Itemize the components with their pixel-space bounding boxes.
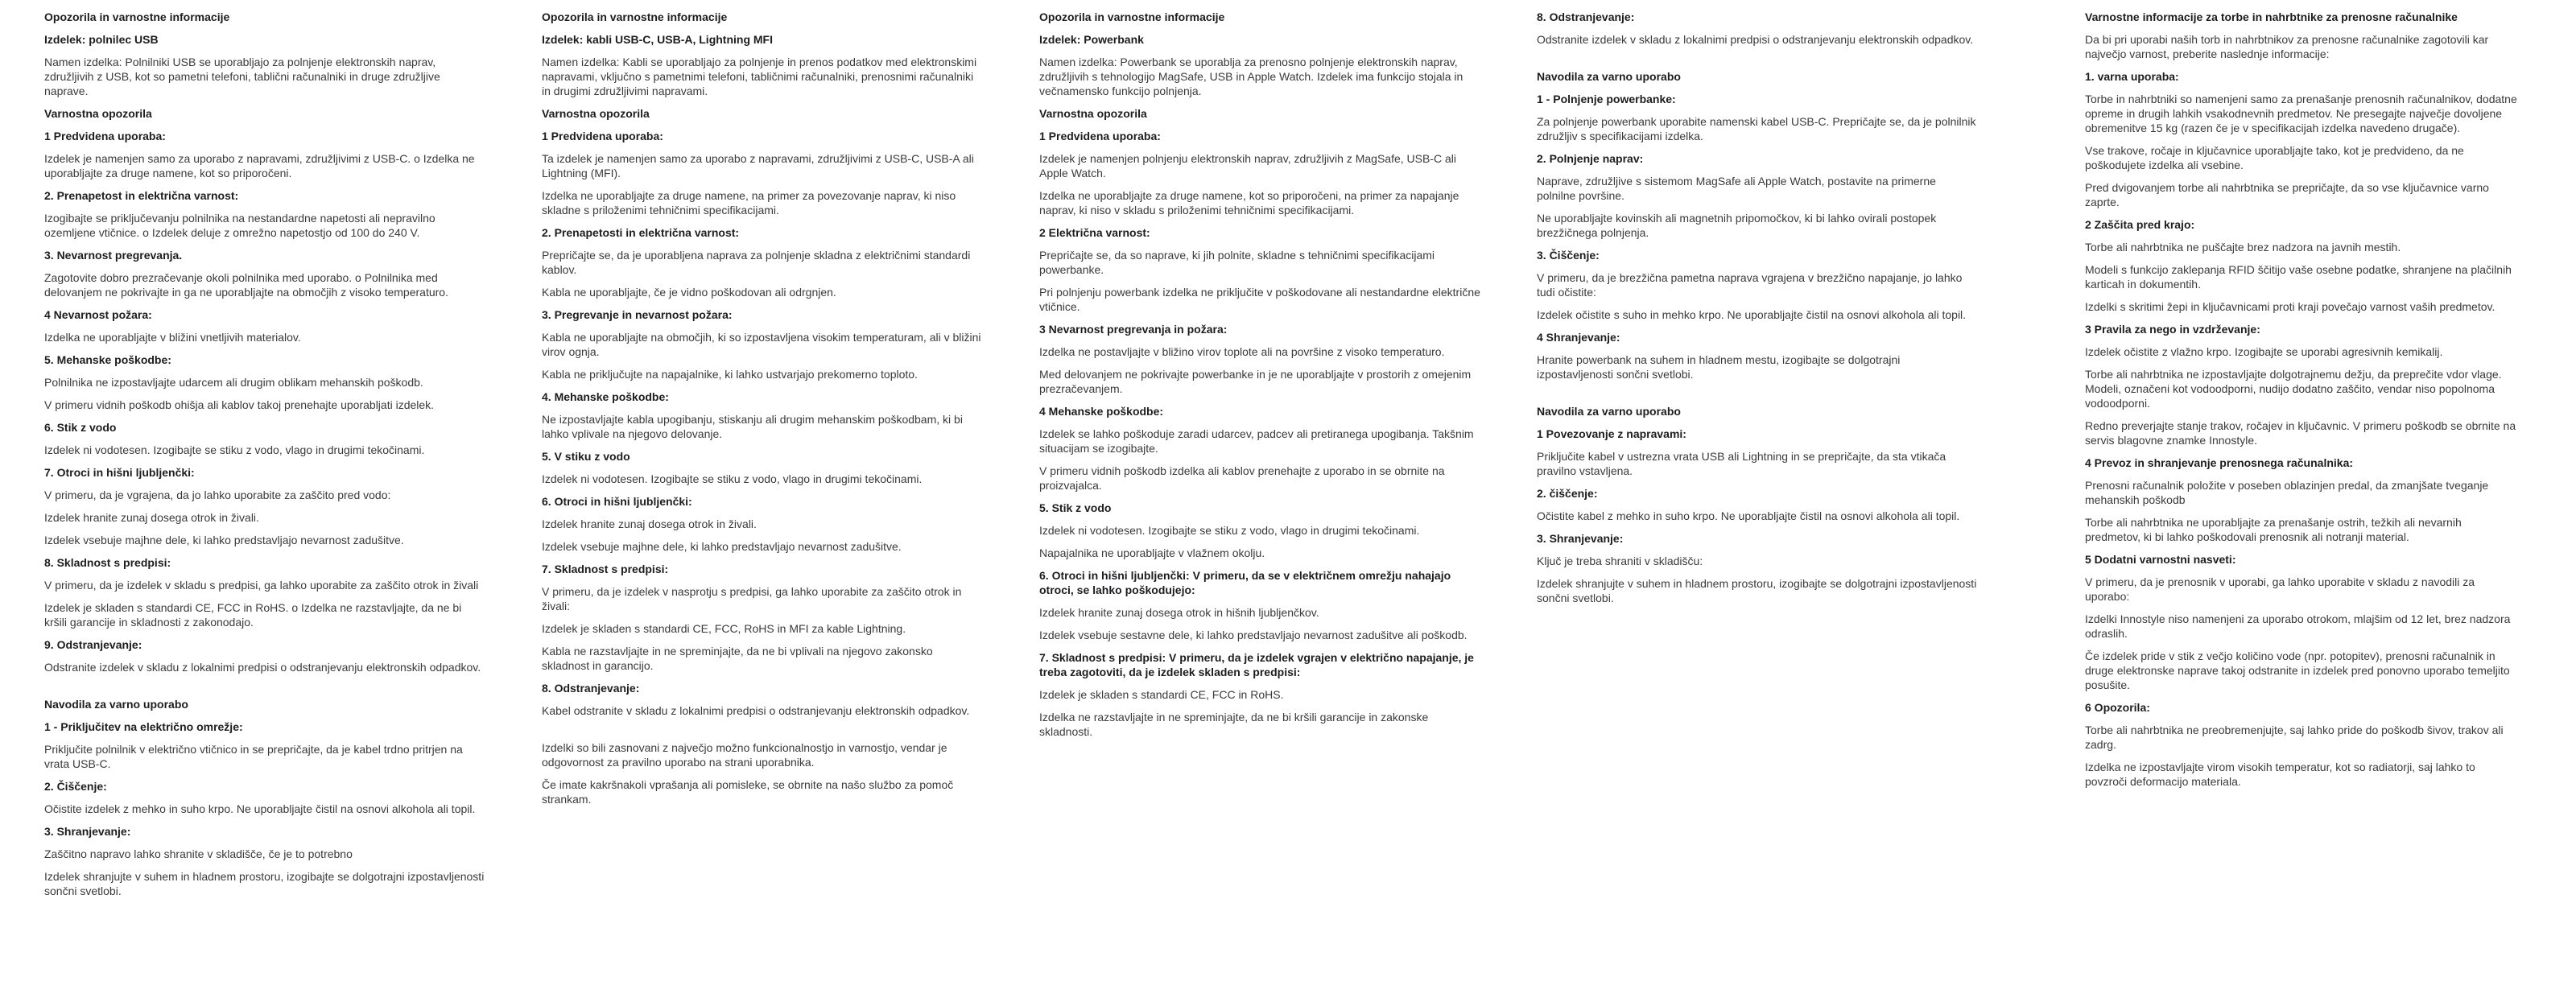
section-heading: 6. Otroci in hišni ljubljenčki: bbox=[542, 495, 692, 508]
section-heading: 1 Predvidena uporaba: bbox=[542, 130, 663, 142]
paragraph: Izdelek je skladen s standardi CE, FCC in RoHS. bbox=[1039, 688, 1284, 701]
section-heading: 3 Pravila za nego in vzdrževanje: bbox=[2085, 323, 2260, 336]
paragraph: V primeru, da je prenosnik v uporabi, ga lahko uporabite v skladu z navodili za uporabo: bbox=[2085, 575, 2478, 603]
paragraph: Izdelka ne izpostavljajte virom visokih temperatur, kot so radiatorji, saj lahko to povzroči deformacijo materiala. bbox=[2085, 761, 2479, 788]
paragraph: Torbe ali nahrbtnika ne uporabljajte za prenašanje ostrih, težkih ali nevarnih predmetov, ki bi lahko poškodovali prenosnik ali notranji material. bbox=[2085, 516, 2465, 543]
paragraph: Za polnjenje powerbank uporabite namenski kabel USB-C. Prepričajte se, da je polnilnik združljiv s specifikacijami izdelka. bbox=[1537, 115, 1979, 142]
paragraph: Izdelek shranjujte v suhem in hladnem prostoru, izogibajte se dolgotrajni izpostavljenosti sončni svetlobi. bbox=[44, 870, 488, 897]
section-heading: 5. Mehanske poškodbe: bbox=[44, 353, 171, 366]
paragraph: Izdelek vsebuje majhne dele, ki lahko predstavljajo nevarnost zadušitve. bbox=[542, 540, 902, 553]
paragraph: Torbe ali nahrbtnika ne puščajte brez nadzora na javnih mestih. bbox=[2085, 241, 2401, 254]
section-heading: Izdelek: kabli USB-C, USB-A, Lightning MFI bbox=[542, 33, 773, 46]
paragraph: Kabla ne priključujte na napajalnike, ki lahko ustvarjajo prekomerno toploto. bbox=[542, 368, 918, 381]
paragraph: Izdelek hranite zunaj dosega otrok in živali. bbox=[542, 517, 757, 530]
paragraph: V primeru, da je vgrajena, da jo lahko uporabite za zaščito pred vodo: bbox=[44, 489, 391, 501]
section-heading: 8. Odstranjevanje: bbox=[1537, 10, 1635, 23]
section-heading: Varnostna opozorila bbox=[44, 107, 152, 120]
paragraph: Izdelek hranite zunaj dosega otrok in živali. bbox=[44, 511, 259, 524]
paragraph: Priključite polnilnik v električno vtičnico in se prepričajte, da je kabel trdno pritrjen na vrata USB-C. bbox=[44, 743, 466, 770]
paragraph: Ne izpostavljajte kabla upogibanju, stiskanju ali drugim mehanskim poškodbam, ki bi lahko vplivale na njegovo delovanje. bbox=[542, 413, 966, 440]
paragraph: Izdelka ne razstavljajte in ne spreminjajte, da ne bi kršili garancije in zakonske skladnosti. bbox=[1039, 711, 1432, 738]
paragraph: V primeru vidnih poškodb izdelka ali kablov prenehajte z uporabo in se obrnite na proizvajalca. bbox=[1039, 464, 1448, 492]
section-heading: Varnostna opozorila bbox=[1039, 107, 1147, 120]
paragraph: V primeru, da je brezžična pametna naprava vgrajena v brezžično napajanje, jo lahko tudi očistite: bbox=[1537, 271, 1966, 299]
paragraph: Ključ je treba shraniti v skladišču: bbox=[1537, 555, 1703, 567]
paragraph: Odstranite izdelek v skladu z lokalnimi predpisi o odstranjevanju elektronskih odpadkov. bbox=[1537, 33, 1974, 46]
paragraph: Izdelek shranjujte v suhem in hladnem prostoru, izogibajte se dolgotrajni izpostavljenosti sončni svetlobi. bbox=[1537, 577, 1980, 604]
paragraph: Pri polnjenju powerbank izdelka ne priključite v poškodovane ali nestandardne električne vtičnice. bbox=[1039, 286, 1484, 313]
section-heading: Izdelek: polnilec USB bbox=[44, 33, 159, 46]
paragraph: Izdelki s skritimi žepi in ključavnicami proti kraji povečajo varnost vaših predmetov. bbox=[2085, 300, 2496, 313]
paragraph: Kabla ne razstavljajte in ne spreminjajte, da ne bi vplivali na njegovo zakonsko skladnost in garancijo. bbox=[542, 645, 936, 672]
section-heading: 9. Odstranjevanje: bbox=[44, 638, 142, 651]
section-heading: Opozorila in varnostne informacije bbox=[1039, 10, 1225, 23]
paragraph: V primeru, da je izdelek v skladu s predpisi, ga lahko uporabite za zaščito otrok in živali bbox=[44, 579, 479, 592]
spacer bbox=[1537, 390, 1978, 404]
section-heading: 2. Čiščenje: bbox=[44, 780, 107, 793]
section-heading: 1 - Polnjenje powerbanke: bbox=[1537, 93, 1676, 105]
section-heading: 2. Prenapetosti in električna varnost: bbox=[542, 226, 740, 239]
paragraph: Pred dvigovanjem torbe ali nahrbtnika se prepričajte, da so vse ključavnice varno zaprte. bbox=[2085, 181, 2492, 208]
paragraph: Izdelka ne uporabljajte za druge namene, kot so priporočeni, na primer za napajanje naprav, ki niso v skladu s priloženimi tehničnimi specifikacijami. bbox=[1039, 189, 1463, 216]
section-heading: 7. Otroci in hišni ljubljenčki: bbox=[44, 466, 195, 479]
section-heading: 8. Odstranjevanje: bbox=[542, 682, 640, 695]
section-heading: 3. Pregrevanje in nevarnost požara: bbox=[542, 308, 733, 321]
section-heading: 8. Skladnost s predpisi: bbox=[44, 556, 171, 569]
paragraph: Ne uporabljajte kovinskih ali magnetnih pripomočkov, ki bi lahko ovirali postopek brezžičnega polnjenja. bbox=[1537, 212, 1940, 239]
section-heading: 7. Skladnost s predpisi: V primeru, da je izdelek vgrajen v električno napajanje, je treba zagotoviti, da je izdelek skladen s predpisi: bbox=[1039, 651, 1477, 678]
section-heading: 3. Čiščenje: bbox=[1537, 249, 1600, 262]
section-heading: 1 - Priključitev na električno omrežje: bbox=[44, 720, 243, 733]
section-heading: 6 Opozorila: bbox=[2085, 701, 2150, 714]
paragraph: Priključite kabel v ustrezna vrata USB ali Lightning in se prepričajte, da sta vtikača pravilno vstavljena. bbox=[1537, 450, 1950, 477]
section-heading: Varnostna opozorila bbox=[542, 107, 650, 120]
section-heading: Navodila za varno uporabo bbox=[1537, 405, 1681, 418]
section-heading: 3. Shranjevanje: bbox=[1537, 532, 1624, 545]
paragraph: V primeru vidnih poškodb ohišja ali kablov takoj prenehajte uporabljati izdelek. bbox=[44, 398, 435, 411]
paragraph: Kabel odstranite v skladu z lokalnimi predpisi o odstranjevanju elektronskih odpadkov. bbox=[542, 704, 970, 717]
section-heading: 4 Prevoz in shranjevanje prenosnega računalnika: bbox=[2085, 456, 2354, 469]
paragraph: Izdelek ni vodotesen. Izogibajte se stiku z vodo, vlago in drugimi tekočinami. bbox=[1039, 524, 1420, 537]
section-heading: Navodila za varno uporabo bbox=[1537, 70, 1681, 83]
paragraph: Izdelek očistite z vlažno krpo. Izogibajte se uporabi agresivnih kemikalij. bbox=[2085, 345, 2443, 358]
spacer bbox=[542, 726, 983, 740]
paragraph: Napajalnika ne uporabljajte v vlažnem okolju. bbox=[1039, 546, 1265, 559]
paragraph: Namen izdelka: Polnilniki USB se uporabljajo za polnjenje elektronskih naprav, združljivih z USB, kot so pametni telefoni, tablični računalniki in druge združljive naprave. bbox=[44, 56, 444, 97]
section-heading: 2. čiščenje: bbox=[1537, 487, 1598, 500]
paragraph: Izdelek ni vodotesen. Izogibajte se stiku z vodo, vlago in drugimi tekočinami. bbox=[542, 472, 923, 485]
paragraph: Izdelek hranite zunaj dosega otrok in hišnih ljubljenčkov. bbox=[1039, 606, 1319, 619]
paragraph: Prepričajte se, da so naprave, ki jih polnite, skladne s tehničnimi specifikacijami powerbanke. bbox=[1039, 249, 1438, 276]
paragraph: Izdelek je skladen s standardi CE, FCC, RoHS in MFI za kable Lightning. bbox=[542, 622, 906, 635]
section-heading: 3 Nevarnost pregrevanja in požara: bbox=[1039, 323, 1228, 336]
section-heading: 2. Prenapetost in električna varnost: bbox=[44, 189, 239, 202]
paragraph: Prepričajte se, da je uporabljena naprava za polnjenje skladna z električnimi standardi kablov. bbox=[542, 249, 974, 276]
section-heading: 2 Zaščita pred krajo: bbox=[2085, 218, 2195, 231]
paragraph: Izdelka ne uporabljajte v bližini vnetljivih materialov. bbox=[44, 331, 301, 344]
paragraph: Izdelek je namenjen polnjenju elektronskih naprav, združljivih z MagSafe, USB-C ali Apple Watch. bbox=[1039, 152, 1459, 179]
paragraph: Če izdelek pride v stik z večjo količino vode (npr. potopitev), prenosni računalnik in druge elektronske naprave takoj odstranite in izdelek pred ponovno uporabo temeljito posušite. bbox=[2085, 649, 2513, 691]
paragraph: Zagotovite dobro prezračevanje okoli polnilnika med uporabo. o Polnilnika med delovanjem ne pokrivajte in ga ne uporabljajte na območjih z visoko temperaturo. bbox=[44, 271, 448, 299]
section-heading: Varnostne informacije za torbe in nahrbtnike za prenosne računalnike bbox=[2085, 10, 2458, 23]
paragraph: Kabla ne uporabljajte na območjih, ki so izpostavljena visokim temperaturam, ali v bližini virov ognja. bbox=[542, 331, 985, 358]
paragraph: Torbe ali nahrbtnika ne preobremenjujte, saj lahko pride do poškodb šivov, trakov ali zadrg. bbox=[2085, 724, 2507, 751]
paragraph: Izdelka ne postavljajte v bližino virov toplote ali na površine z visoko temperaturo. bbox=[1039, 345, 1445, 358]
paragraph: Prenosni računalnik položite v poseben oblazinjen predal, da zmanjšate tveganje mehanskih poškodb bbox=[2085, 479, 2492, 506]
paragraph: Torbe in nahrbtniki so namenjeni samo za prenašanje prenosnih računalnikov, dodatne opreme in drugih lahkih vsakodnevnih predmetov. Ne presegajte največje dovoljene obremenitve 15 kg (razen če je v specifikacijah izdelka navedeno drugače). bbox=[2085, 93, 2520, 134]
spacer bbox=[44, 682, 485, 697]
paragraph: Redno preverjajte stanje trakov, ročajev in ključavnic. V primeru poškodb se obrnite na servis blagovne znamke Innostyle. bbox=[2085, 419, 2520, 447]
paragraph: Izdelki so bili zasnovani z največjo možno funkcionalnostjo in varnostjo, vendar je odgovornost za pravilno uporabo na strani uporabnika. bbox=[542, 741, 951, 769]
paragraph: Ta izdelek je namenjen samo za uporabo z napravami, združljivimi z USB-C, USB-A ali Lightning (MFI). bbox=[542, 152, 977, 179]
paragraph: Očistite kabel z mehko in suho krpo. Ne uporabljajte čistil na osnovi alkohola ali topil. bbox=[1537, 509, 1960, 522]
section-heading: 4 Nevarnost požara: bbox=[44, 308, 152, 321]
section-heading: Opozorila in varnostne informacije bbox=[44, 10, 230, 23]
section-heading: Izdelek: Powerbank bbox=[1039, 33, 1144, 46]
paragraph: Izdelki Innostyle niso namenjeni za uporabo otrokom, mlajšim od 12 let, brez nadzora odraslih. bbox=[2085, 612, 2514, 640]
paragraph: Izdelek je namenjen samo za uporabo z napravami, združljivimi z USB-C. o Izdelka ne uporabljajte za druge namene, kot so priporočeni. bbox=[44, 152, 478, 179]
paragraph: Med delovanjem ne pokrivajte powerbanke in je ne uporabljajte v prostorih z omejenim prezračevanjem. bbox=[1039, 368, 1475, 395]
section-heading: 3. Shranjevanje: bbox=[44, 825, 131, 838]
section-heading: Opozorila in varnostne informacije bbox=[542, 10, 728, 23]
paragraph: Izogibajte se priključevanju polnilnika na nestandardne napetosti ali nepravilno ozemljene vtičnice. o Izdelek deluje z omrežno napetostjo od 100 do 240 V. bbox=[44, 212, 439, 239]
paragraph: Zaščitno napravo lahko shranite v skladišče, če je to potrebno bbox=[44, 847, 353, 860]
section-heading: 6. Stik z vodo bbox=[44, 421, 117, 434]
section-heading: 1 Povezovanje z napravami: bbox=[1537, 427, 1686, 440]
paragraph: Polnilnika ne izpostavljajte udarcem ali drugim oblikam mehanskih poškodb. bbox=[44, 376, 423, 389]
paragraph: Izdelka ne uporabljajte za druge namene, na primer za povezovanje naprav, ki niso skladne s priloženimi tehničnimi specifikacijami. bbox=[542, 189, 960, 216]
paragraph: Očistite izdelek z mehko in suho krpo. Ne uporabljajte čistil na osnovi alkohola ali topil. bbox=[44, 802, 476, 815]
paragraph: Da bi pri uporabi naših torb in nahrbtnikov za prenosne računalnike zagotovili kar največjo varnost, preberite naslednje informacije: bbox=[2085, 33, 2492, 60]
section-heading: 5. V stiku z vodo bbox=[542, 450, 630, 463]
column-cables bbox=[542, 0, 983, 814]
paragraph: Izdelek ni vodotesen. Izogibajte se stiku z vodo, vlago in drugimi tekočinami. bbox=[44, 443, 425, 456]
paragraph: Torbe ali nahrbtnika ne izpostavljajte dolgotrajnemu dežju, da preprečite vdor vlage. Modeli, označeni kot vodoodporni, nudijo dodatno zaščito, vendar niso popolnoma vodoodporni. bbox=[2085, 368, 2505, 410]
column-laptop-bags bbox=[2085, 0, 2520, 797]
section-heading: 4 Shranjevanje: bbox=[1537, 331, 1620, 344]
paragraph: Če imate kakršnakoli vprašanja ali pomisleke, se obrnite na našo službo za pomoč strankam. bbox=[542, 778, 957, 806]
section-heading: 3. Nevarnost pregrevanja. bbox=[44, 249, 183, 262]
paragraph: Izdelek vsebuje majhne dele, ki lahko predstavljajo nevarnost zadušitve. bbox=[44, 534, 404, 546]
paragraph: Namen izdelka: Powerbank se uporablja za prenosno polnjenje elektronskih naprav, združljivih s tehnologijo MagSafe, USB in Apple Watch. Izdelek ima funkcijo stojala in večnamensko funkcijo polnjenja. bbox=[1039, 56, 1467, 97]
paragraph: Hranite powerbank na suhem in hladnem mestu, izogibajte se dolgotrajni izpostavljenosti sončni svetlobi. bbox=[1537, 353, 1904, 381]
paragraph: Kabla ne uporabljajte, če je vidno poškodovan ali odrgnjen. bbox=[542, 286, 836, 299]
section-heading: 5. Stik z vodo bbox=[1039, 501, 1112, 514]
paragraph: Namen izdelka: Kabli se uporabljajo za polnjenje in prenos podatkov med elektronskimi napravami, vključno s pametnimi telefoni, tabličnimi računalniki, prenosnimi računalniki in drugimi združljivimi napravami. bbox=[542, 56, 980, 97]
section-heading: 7. Skladnost s predpisi: bbox=[542, 563, 669, 575]
paragraph: V primeru, da je izdelek v nasprotju s predpisi, ga lahko uporabite za zaščito otrok in živali: bbox=[542, 585, 965, 612]
section-heading: Navodila za varno uporabo bbox=[44, 698, 188, 711]
paragraph: Naprave, združljive s sistemom MagSafe ali Apple Watch, postavite na primerne polnilne površine. bbox=[1537, 175, 1939, 202]
section-heading: 1 Predvidena uporaba: bbox=[44, 130, 166, 142]
section-heading: 1 Predvidena uporaba: bbox=[1039, 130, 1161, 142]
section-heading: 2 Električna varnost: bbox=[1039, 226, 1150, 239]
spacer bbox=[1537, 55, 1978, 69]
column-powerbank-continued bbox=[1537, 0, 1978, 613]
paragraph: Vse trakove, ročaje in ključavnice uporabljajte tako, kot je predvideno, da ne poškodujete izdelka ali vsebine. bbox=[2085, 144, 2467, 171]
paragraph: Modeli s funkcijo zaklepanja RFID ščitijo vaše osebne podatke, shranjene na plačilnih karticah in dokumentih. bbox=[2085, 263, 2515, 291]
section-heading: 4 Mehanske poškodbe: bbox=[1039, 405, 1164, 418]
section-heading: 5 Dodatni varnostni nasveti: bbox=[2085, 553, 2236, 566]
section-heading: 1. varna uporaba: bbox=[2085, 70, 2179, 83]
paragraph: Izdelek je skladen s standardi CE, FCC in RoHS. o Izdelka ne razstavljajte, da ne bi kršili garancije in skladnosti z zakonodajo. bbox=[44, 601, 465, 629]
paragraph: Izdelek vsebuje sestavne dele, ki lahko predstavljajo nevarnost zadušitve ali poškodb. bbox=[1039, 629, 1468, 641]
section-heading: 4. Mehanske poškodbe: bbox=[542, 390, 669, 403]
section-heading: 6. Otroci in hišni ljubljenčki: V primeru, da se v električnem omrežju nahajajo otroci, se lahko poškodujejo: bbox=[1039, 569, 1455, 596]
paragraph: Odstranite izdelek v skladu z lokalnimi predpisi o odstranjevanju elektronskih odpadkov. bbox=[44, 661, 481, 674]
section-heading: 2. Polnjenje naprav: bbox=[1537, 152, 1644, 165]
paragraph: Izdelek očistite s suho in mehko krpo. Ne uporabljajte čistil na osnovi alkohola ali topil. bbox=[1537, 308, 1967, 321]
column-usb-charger bbox=[44, 0, 488, 906]
column-powerbank bbox=[1039, 0, 1484, 747]
paragraph: Izdelek se lahko poškoduje zaradi udarcev, padcev ali pretiranega upogibanja. Takšnim situacijam se izogibajte. bbox=[1039, 427, 1477, 455]
